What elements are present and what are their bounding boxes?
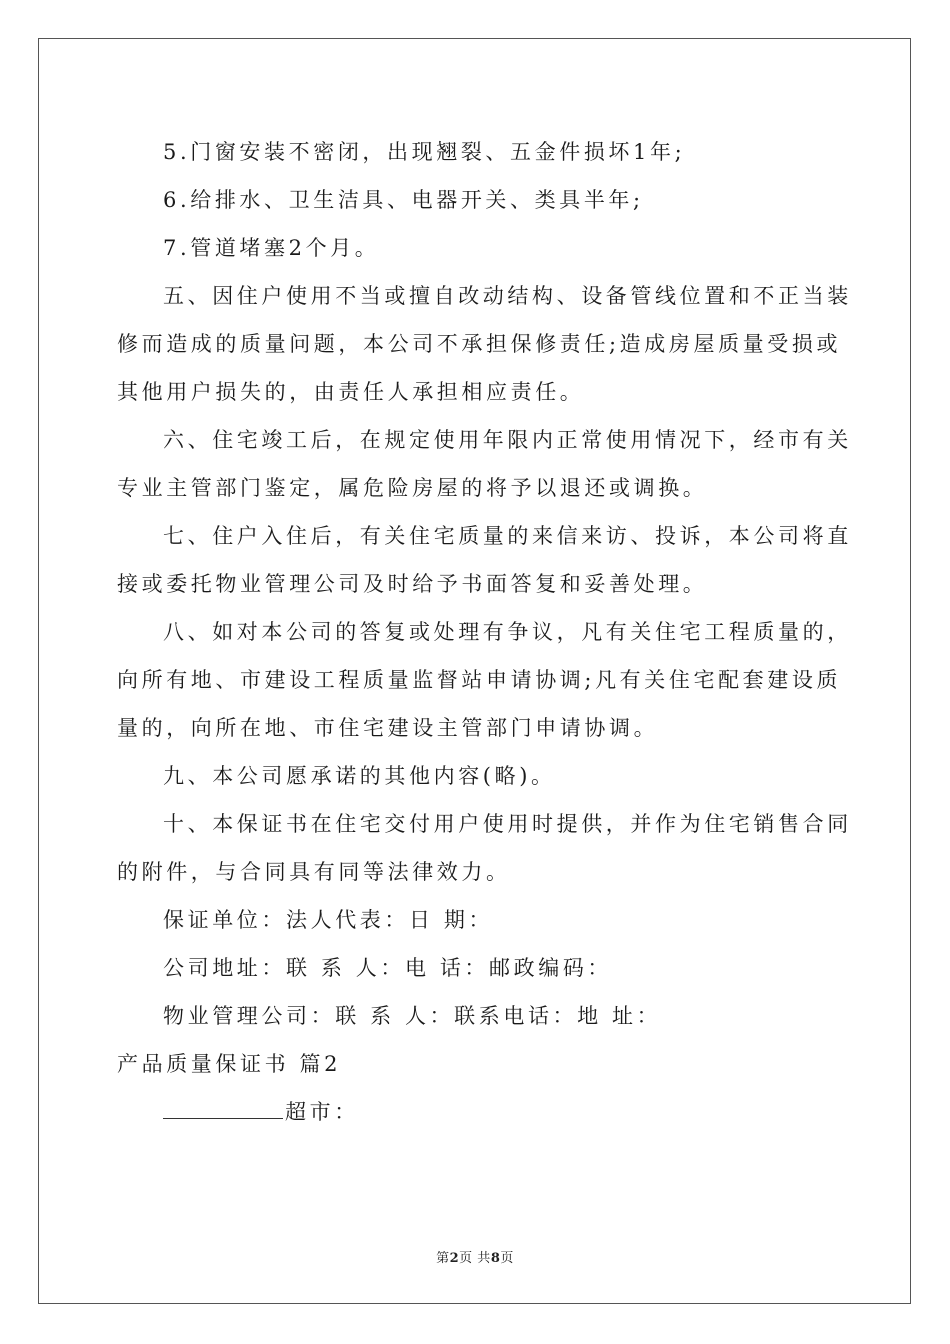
section-8-line-3: 量的，向所在地、市住宅建设主管部门申请协调。 bbox=[117, 716, 659, 740]
section-10-line-2: 的附件，与合同具有同等法律效力。 bbox=[117, 860, 511, 884]
page-footer bbox=[0, 1247, 950, 1266]
section-5-line-2: 修而造成的质量问题，本公司不承担保修责任;造成房屋质量受损或 bbox=[117, 332, 842, 356]
warranty-item-5: 5.门窗安装不密闭，出现翘裂、五金件损坏1年; bbox=[163, 140, 686, 164]
footer-total-pages: 8 bbox=[490, 1251, 501, 1266]
section-8 bbox=[117, 608, 852, 752]
warranty-item-6: 6.给排水、卫生洁具、电器开关、类具半年; bbox=[163, 188, 644, 212]
section-7-line-1: 七、住户入住后，有关住宅质量的来信来访、投诉，本公司将直 bbox=[163, 524, 852, 548]
section-7 bbox=[117, 512, 852, 608]
section-10 bbox=[117, 800, 852, 896]
signature-line-company-address: 公司地址：联 系 人：电 话：邮政编码： bbox=[163, 956, 613, 980]
blank-underline bbox=[163, 1102, 283, 1119]
document-body bbox=[117, 128, 852, 1136]
section-7-line-2: 接或委托物业管理公司及时给予书面答复和妥善处理。 bbox=[117, 572, 708, 596]
footer-suffix: 页 bbox=[500, 1251, 514, 1266]
section-8-line-2: 向所有地、市建设工程质量监督站申请协调;凡有关住宅配套建设质 bbox=[117, 668, 842, 692]
section-6-line-1: 六、住宅竣工后，在规定使用年限内正常使用情况下，经市有关 bbox=[163, 428, 852, 452]
section-9 bbox=[117, 752, 833, 800]
warranty-item-7: 7.管道堵塞2个月。 bbox=[163, 236, 380, 260]
addressee-line bbox=[117, 1088, 833, 1136]
section-5 bbox=[117, 272, 852, 416]
section-8-line-1: 八、如对本公司的答复或处理有争议，凡有关住宅工程质量的， bbox=[163, 620, 852, 644]
signature-line-property-management: 物业管理公司：联 系 人：联系电话：地 址： bbox=[163, 1004, 662, 1028]
section-heading: 产品质量保证书 篇2 bbox=[117, 1052, 342, 1076]
footer-mid: 页 共 bbox=[459, 1251, 491, 1266]
section-10-line-1: 十、本保证书在住宅交付用户使用时提供，并作为住宅销售合同 bbox=[163, 812, 852, 836]
signature-line-guarantor: 保证单位：法人代表：日 期： bbox=[163, 908, 494, 932]
section-6-line-2: 专业主管部门鉴定，属危险房屋的将予以退还或调换。 bbox=[117, 476, 708, 500]
section-5-line-3: 其他用户损失的，由责任人承担相应责任。 bbox=[117, 380, 585, 404]
footer-page-number: 2 bbox=[449, 1251, 460, 1266]
section-9-line-1: 九、本公司愿承诺的其他内容(略)。 bbox=[163, 764, 556, 788]
addressee-suffix: 超市： bbox=[285, 1100, 359, 1124]
section-5-line-1: 五、因住户使用不当或擅自改动结构、设备管线位置和不正当装 bbox=[163, 284, 852, 308]
section-6 bbox=[117, 416, 852, 512]
footer-prefix: 第 bbox=[436, 1251, 450, 1266]
